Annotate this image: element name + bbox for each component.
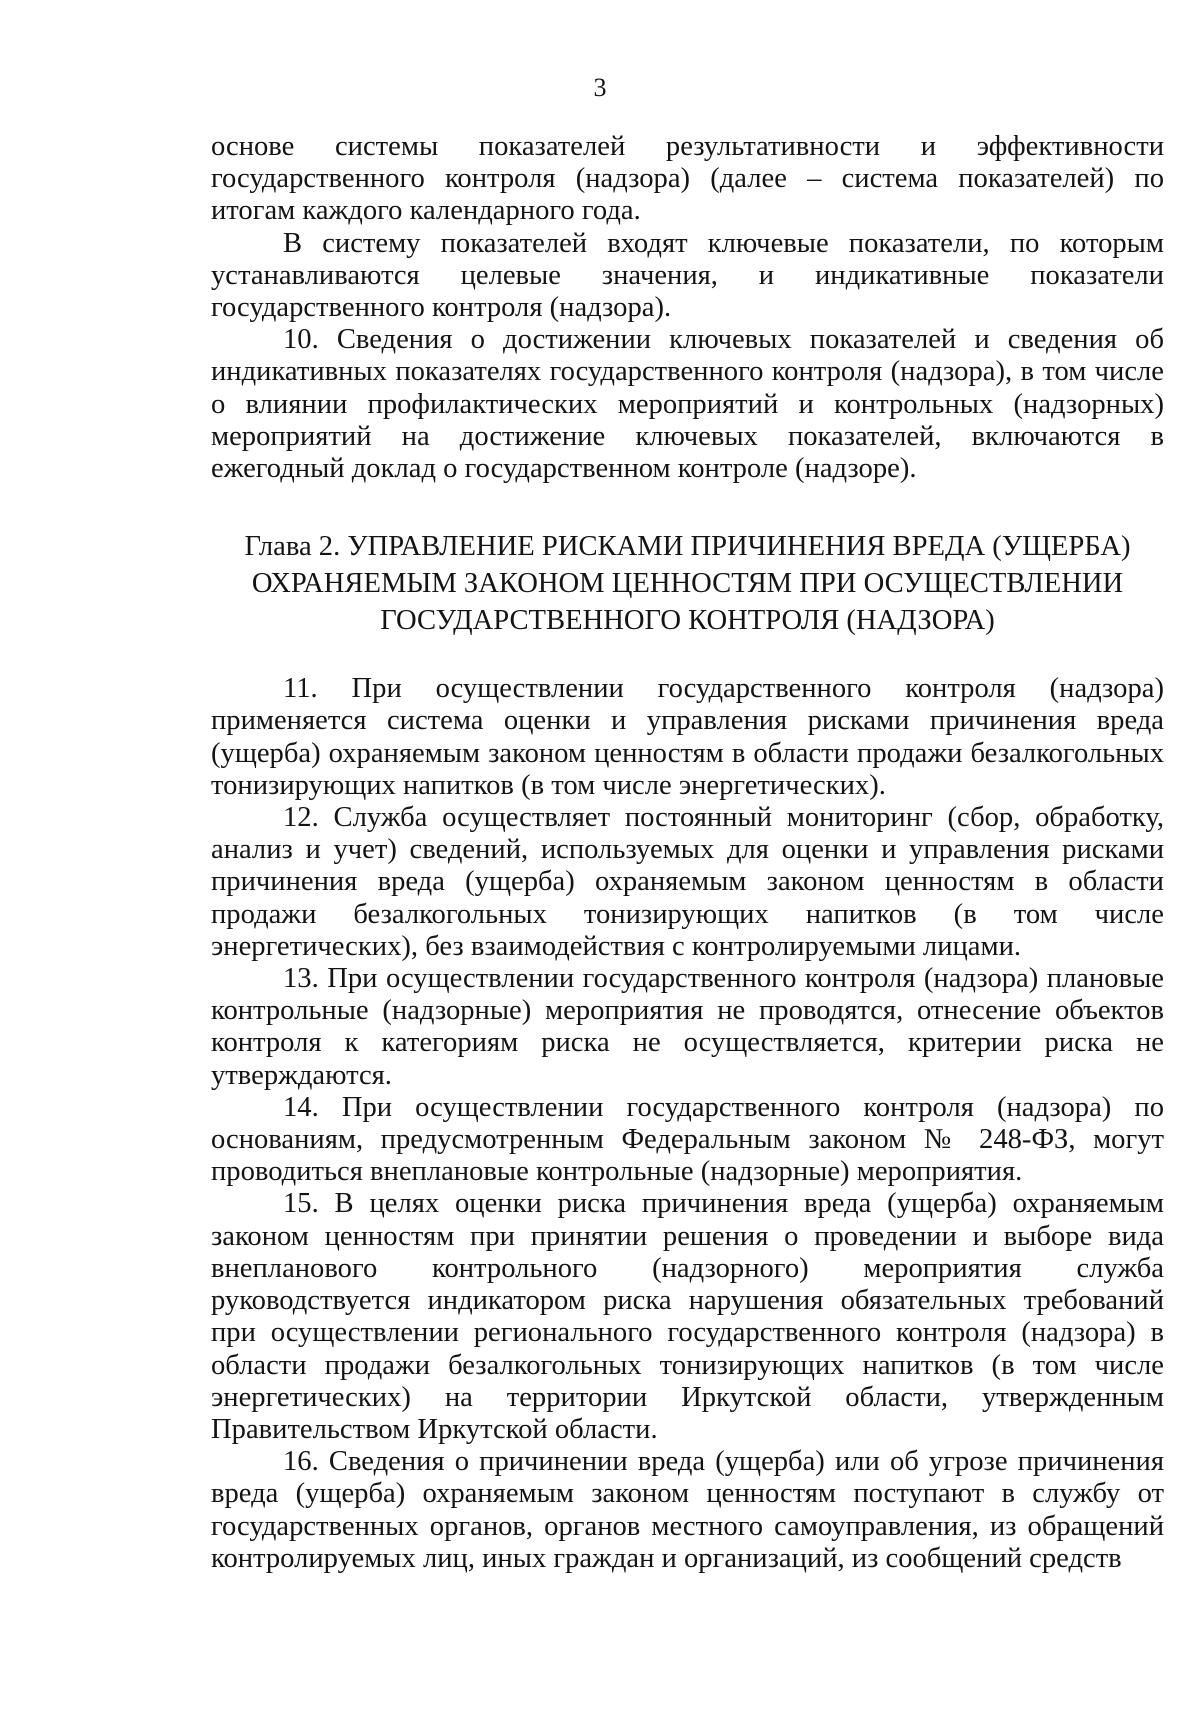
paragraph-11: 11. При осуществлении государственного контроля (надзора) применяется система оценки и управления рисками причинения вреда (ущерба) охраняемым законом ценностям в области продажи безалкогольных тонизирующих напитков (в том числе энергетических). (211, 673, 1164, 801)
paragraph-16: 16. Сведения о причинении вреда (ущерба) или об угрозе причинения вреда (ущерба) охраняемым законом ценностям поступают в службу от государственных органов, органов местного самоуправления, из обращений контролируемых лиц, иных граждан и организаций, из сообщений средств (211, 1446, 1164, 1574)
paragraph-14: 14. При осуществлении государственного контроля (надзора) по основаниям, предусмотренным Федеральным законом № 248-ФЗ, могут проводиться внеплановые контрольные (надзорные) мероприятия. (211, 1091, 1164, 1188)
paragraph-indicators-system: В систему показателей входят ключевые показатели, по которым устанавливаются целевые значения, и индикативные показатели государственного контроля (надзора). (211, 227, 1164, 324)
chapter-heading-line-3: ГОСУДАРСТВЕННОГО КОНТРОЛЯ (НАДЗОРА) (380, 605, 995, 637)
chapter-heading-line-2: ОХРАНЯЕМЫМ ЗАКОНОМ ЦЕННОСТЯМ ПРИ ОСУЩЕСТВЛЕНИИ (251, 568, 1124, 600)
paragraph-13: 13. При осуществлении государственного контроля (надзора) плановые контрольные (надзорные) мероприятия не проводятся, отнесение объектов контроля к категориям риска не осуществляется, критерии риска не утверждаются. (211, 963, 1164, 1091)
paragraph-12: 12. Служба осуществляет постоянный мониторинг (сбор, обработку, анализ и учет) сведений, используемых для оценки и управления рисками причинения вреда (ущерба) охраняемым законом ценностям в области продажи безалкогольных тонизирующих напитков (в том числе энергетических), без взаимодействия с контролируемыми лицами. (211, 802, 1164, 962)
chapter-heading-line-1: Глава 2. УПРАВЛЕНИЕ РИСКАМИ ПРИЧИНЕНИЯ ВРЕДА (УЩЕРБА) (244, 531, 1131, 563)
document-body (211, 131, 1164, 1575)
paragraph-10: 10. Сведения о достижении ключевых показателей и сведения об индикативных показателях государственного контроля (надзора), в том числе о влиянии профилактических мероприятий и контрольных (надзорных) мероприятий на достижение ключевых показателей, включаются в ежегодный доклад о государственном контроле (надзоре). (211, 324, 1164, 485)
paragraph-15: 15. В целях оценки риска причинения вреда (ущерба) охраняемым законом ценностям при принятии решения о проведении и выборе вида внепланового контрольного (надзорного) мероприятия служба руководствуется индикатором риска нарушения обязательных требований при осуществлении регионального государственного контроля (надзора) в области продажи безалкогольных тонизирующих напитков (в том числе энергетических) на территории Иркутской области, утвержденным Правительством Иркутской области. (211, 1188, 1164, 1445)
paragraph-continuation: основе системы показателей результативности и эффективности государственного контроля (надзора) (далее – система показателей) по итогам каждого календарного года. (211, 131, 1164, 227)
chapter-heading (211, 528, 1164, 639)
page-number: 3 (593, 73, 607, 102)
